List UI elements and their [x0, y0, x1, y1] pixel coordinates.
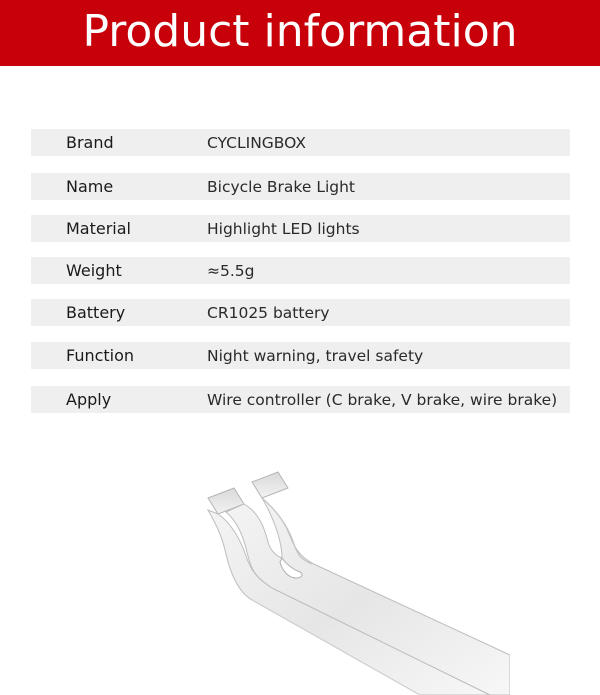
spec-label: Name	[66, 177, 114, 196]
spec-row-material	[31, 215, 570, 242]
metal-mounting-bracket-icon	[190, 460, 510, 695]
spec-label: Battery	[66, 303, 126, 322]
spec-row-apply	[31, 386, 570, 413]
spec-value: Bicycle Brake Light	[207, 177, 355, 196]
page-title: Product information	[82, 6, 518, 57]
spec-row-battery	[31, 299, 570, 326]
spec-value: CR1025 battery	[207, 303, 330, 322]
spec-value: Highlight LED lights	[207, 219, 360, 238]
spec-row-weight	[31, 257, 570, 284]
header-banner	[0, 0, 600, 66]
spec-label: Brand	[66, 133, 114, 152]
spec-label: Apply	[66, 390, 112, 409]
spec-value: ≈5.5g	[207, 261, 255, 280]
spec-label: Material	[66, 219, 131, 238]
spec-value: CYCLINGBOX	[207, 133, 306, 152]
spec-value: Wire controller (C brake, V brake, wire brake)	[207, 390, 558, 409]
spec-label: Function	[66, 346, 135, 365]
spec-row-function	[31, 342, 570, 369]
spec-row-name	[31, 173, 570, 200]
spec-row-brand	[31, 129, 570, 156]
spec-value: Night warning, travel safety	[207, 346, 424, 365]
spec-label: Weight	[66, 261, 122, 280]
